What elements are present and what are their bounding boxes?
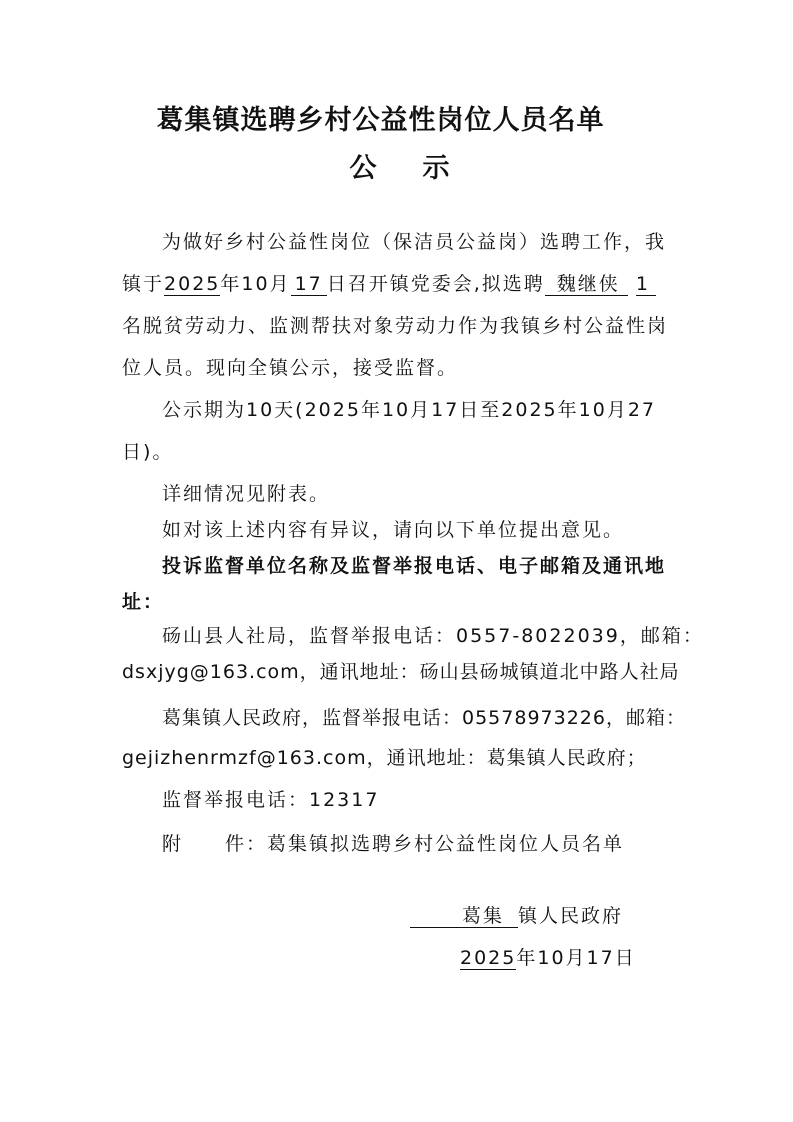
hotline: 监督举报电话：12317	[162, 789, 380, 811]
attachment-label-a: 附	[162, 833, 184, 855]
signature-office: 镇人民政府	[518, 905, 624, 927]
signature-org	[410, 902, 623, 930]
para1-text-a: 镇于	[122, 273, 165, 295]
para1-text-b: 年10月	[220, 273, 291, 295]
document-title: 葛集镇选聘乡村公益性岗位人员名单	[156, 105, 605, 136]
selected-person-name: 魏继侠	[545, 273, 628, 296]
para4: 如对该上述内容有异议，请向以下单位提出意见。	[162, 519, 625, 541]
subtitle-char-1: 公	[349, 153, 377, 184]
town-contact-line1: 葛集镇人民政府，监督举报电话：05578973226，邮箱：	[162, 707, 686, 729]
meeting-day: 17	[291, 273, 327, 296]
attachment-label-b: 件：	[225, 833, 268, 855]
para1-text-c: 日召开镇党委会,拟选聘	[326, 273, 545, 295]
county-contact-line1: 砀山县人社局，监督举报电话：0557-8022039，邮箱：	[162, 625, 704, 647]
town-contact-line2: gejizhenrmzf@163.com，通讯地址：葛集镇人民政府；	[122, 747, 647, 769]
para2-line2: 日)。	[122, 441, 174, 463]
attachment-line	[162, 830, 722, 858]
para1-line3: 名脱贫劳动力、监测帮扶对象劳动力作为我镇乡村公益性岗	[122, 315, 669, 337]
subtitle-char-2: 示	[422, 153, 450, 184]
county-contact-line2: dsxjyg@163.com，通讯地址：砀山县砀城镇道北中路人社局	[122, 661, 680, 683]
para1-line4: 位人员。现向全镇公示，接受监督。	[122, 357, 459, 379]
complaint-heading-line1: 投诉监督单位名称及监督举报电话、电子邮箱及通讯地	[162, 555, 667, 577]
signature-date-rest: 年10月17日	[516, 947, 636, 969]
selected-count: 1	[636, 273, 656, 296]
meeting-year: 2025	[164, 273, 221, 295]
attachment-title: 葛集镇拟选聘乡村公益性岗位人员名单	[267, 833, 625, 855]
complaint-heading-line2: 址：	[122, 591, 165, 613]
para2-line1: 公示期为10天(2025年10月17日至2025年10月27	[162, 399, 657, 421]
signature-year: 2025	[460, 947, 517, 969]
document-subtitle	[3, 146, 793, 185]
para1-line1: 为做好乡村公益性岗位（保洁员公益岗）选聘工作，我	[162, 231, 667, 253]
para3: 详细情况见附表。	[162, 483, 331, 505]
signature-town: 葛集	[410, 905, 518, 928]
para1-line2	[122, 270, 682, 298]
signature-date	[460, 944, 636, 972]
